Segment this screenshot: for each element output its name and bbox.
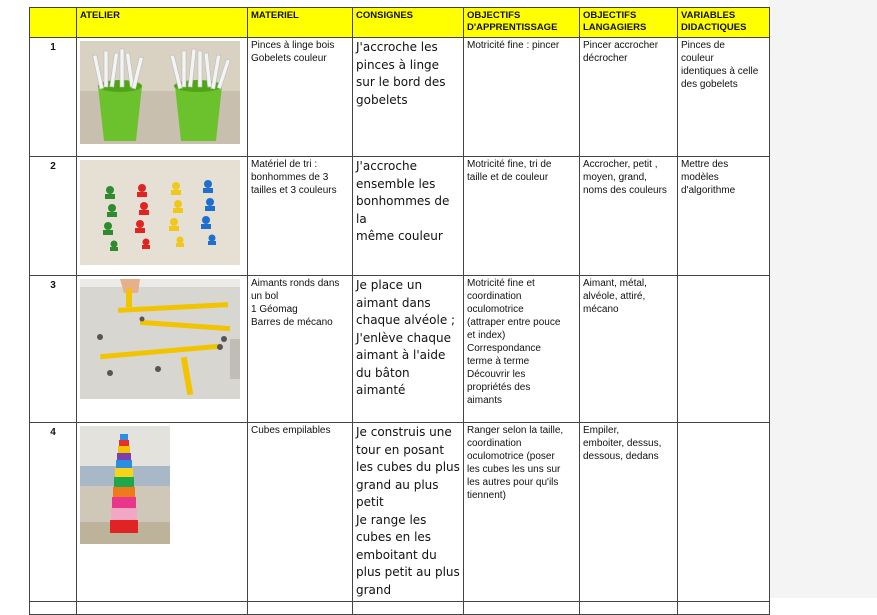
header-objectifs-apprentissage: OBJECTIFS D'APPRENTISSAGE xyxy=(464,8,580,38)
row-number: 1 xyxy=(30,38,77,157)
consignes-cell: Je place un aimant dans chaque alvéole ; J'enlève chaque aimant à l'aide du bâton aimanté xyxy=(353,276,464,423)
atelier-photo-cell xyxy=(77,38,248,157)
objectifs-langagiers-cell: Accrocher, petit , moyen, grand, noms des couleurs xyxy=(580,157,678,276)
materiel-cell: Cubes empilables xyxy=(248,423,353,602)
header-variables-didactiques: VARIABLES DIDACTIQUES xyxy=(678,8,770,38)
header-materiel: MATERIEL xyxy=(248,8,353,38)
table-row xyxy=(30,423,770,602)
consignes-cell: Je construis une tour en posant les cubes du plus grand au plus petit Je range les cubes en les emboitant du plus petit au plus grand xyxy=(353,423,464,602)
materiel-cell: Aimants ronds dans un bol 1 Géomag Barres de mécano xyxy=(248,276,353,423)
atelier-photo-cell xyxy=(77,276,248,423)
atelier-photo-cell xyxy=(77,157,248,276)
materiel-cell: Pinces à linge bois Gobelets couleur xyxy=(248,38,353,157)
objectifs-langagiers-cell: Empiler, emboiter, dessus, dessous, dedans xyxy=(580,423,678,602)
header-blank xyxy=(30,8,77,38)
materiel-cell: Matériel de tri : bonhommes de 3 tailles et 3 couleurs xyxy=(248,157,353,276)
variables-didactiques-cell xyxy=(678,276,770,423)
variables-didactiques-cell: Pinces de couleur identiques à celle des gobelets xyxy=(678,38,770,157)
clothespins-photo xyxy=(80,41,240,144)
variables-didactiques-cell xyxy=(678,423,770,602)
row-number: 2 xyxy=(30,157,77,276)
variables-didactiques-cell: Mettre des modèles d'algorithme xyxy=(678,157,770,276)
objectifs-apprentissage-cell: Motricité fine et coordination oculomotrice (attraper entre pouce et index) Correspondance terme à terme Découvrir les propriétés des aimants xyxy=(464,276,580,423)
objectifs-langagiers-cell: Pincer accrocher décrocher xyxy=(580,38,678,157)
objectifs-langagiers-cell: Aimant, métal, alvéole, attiré, mécano xyxy=(580,276,678,423)
figurines-photo xyxy=(80,160,240,265)
objectifs-apprentissage-cell: Motricité fine : pincer xyxy=(464,38,580,157)
objectifs-apprentissage-cell: Motricité fine, tri de taille et de couleur xyxy=(464,157,580,276)
magnets-photo xyxy=(80,279,240,399)
header-row xyxy=(30,8,770,38)
consignes-cell: J'accroche ensemble les bonhommes de la même couleur xyxy=(353,157,464,276)
workshop-table xyxy=(29,7,770,615)
table-row xyxy=(30,38,770,157)
objectifs-apprentissage-cell: Ranger selon la taille, coordination oculomotrice (poser les cubes les uns sur les autres pour qu'ils tiennent) xyxy=(464,423,580,602)
row-number: 3 xyxy=(30,276,77,423)
stacking-cubes-photo xyxy=(80,426,170,544)
header-objectifs-langagiers: OBJECTIFS LANGAGIERS xyxy=(580,8,678,38)
consignes-cell: J'accroche les pinces à linge sur le bord des gobelets xyxy=(353,38,464,157)
page-margin xyxy=(769,0,877,598)
atelier-photo-cell xyxy=(77,423,248,602)
table-row xyxy=(30,276,770,423)
table-row xyxy=(30,157,770,276)
header-consignes: CONSIGNES xyxy=(353,8,464,38)
table-row xyxy=(30,602,770,615)
row-number: 4 xyxy=(30,423,77,602)
header-atelier: ATELIER xyxy=(77,8,248,38)
